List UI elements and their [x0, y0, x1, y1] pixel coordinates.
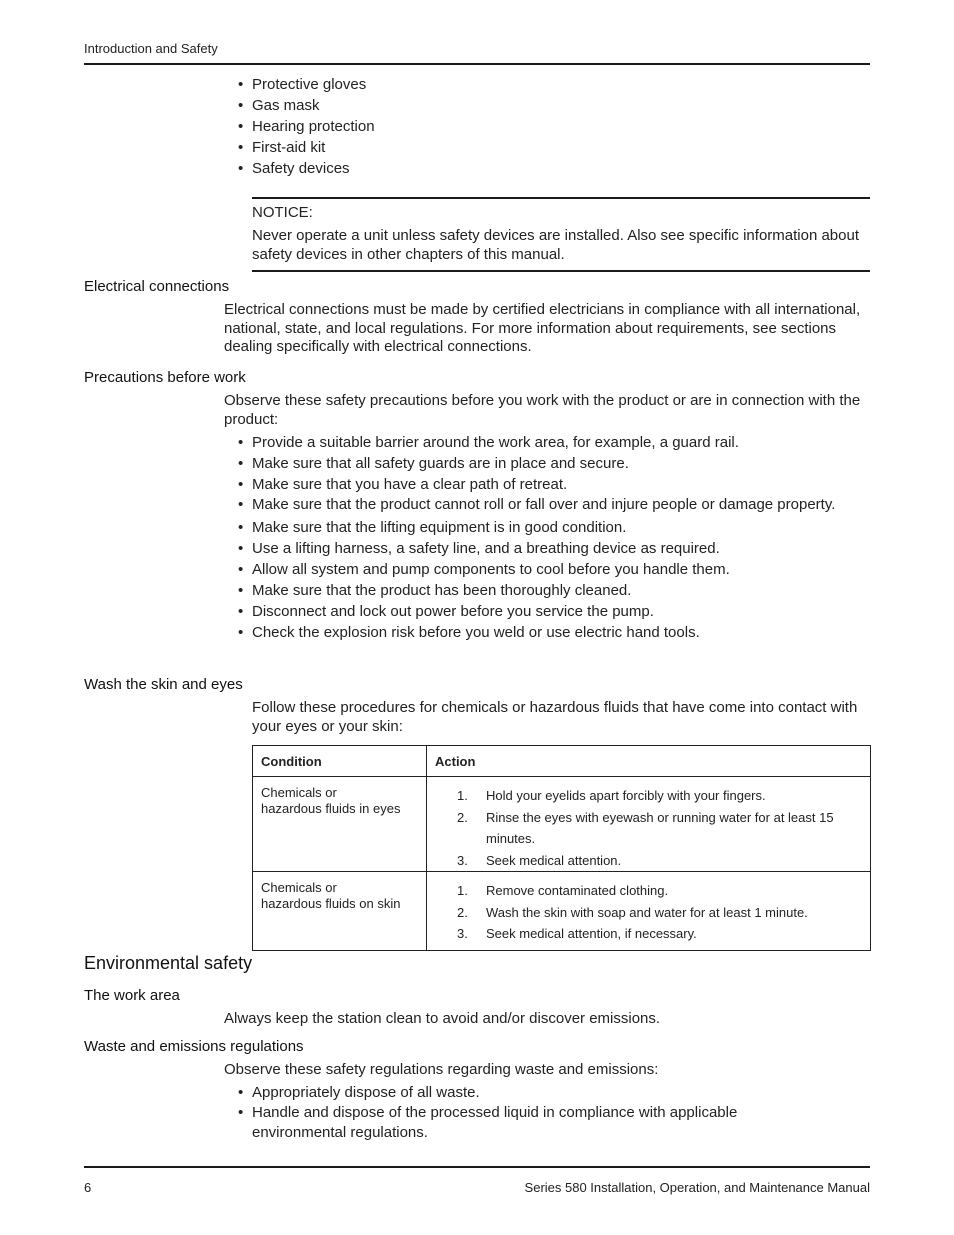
electrical-heading: Electrical connections: [84, 278, 230, 295]
precautions-intro: Observe these safety precautions before you work with the product or are in connection with the product:: [224, 392, 861, 428]
header-rule: [84, 63, 870, 65]
waste-heading: Waste and emissions regulations: [84, 1038, 304, 1055]
notice-box: [252, 197, 870, 272]
step-text: Seek medical attention, if necessary.: [486, 926, 697, 941]
list-item: • Make sure that the lifting equipment is in good condition.: [238, 517, 838, 538]
list-item: • Disconnect and lock out power before you service the pump.: [238, 601, 838, 622]
precautions-list: [238, 432, 838, 643]
list-item: • Handle and dispose of the processed liquid in compliance with applicable environmental regulations.: [238, 1103, 798, 1142]
list-item: • Gas mask: [238, 95, 375, 116]
action-cell: [427, 777, 871, 872]
notice-text: Never operate a unit unless safety devices are installed. Also see specific information about safety devices in other chapters of this manual.: [252, 227, 860, 263]
column-header-action: Action: [427, 746, 871, 777]
step-item: 3. Seek medical attention.: [457, 852, 622, 868]
footer-rule: [84, 1166, 870, 1168]
list-item: • Make sure that all safety guards are in place and secure.: [238, 453, 838, 474]
step-item: 2. Rinse the eyes with eyewash or running water for at least 15 minutes.: [457, 809, 834, 846]
table-row: [253, 777, 871, 872]
waste-intro: Observe these safety regulations regarding waste and emissions:: [224, 1061, 659, 1078]
step-item: 2. Wash the skin with soap and water for at least 1 minute.: [457, 904, 808, 920]
action-steps: [435, 880, 862, 945]
step-item: 1. Remove contaminated clothing.: [457, 883, 669, 898]
step-text: Seek medical attention.: [486, 852, 622, 868]
step-text: Rinse the eyes with eyewash or running water for at least 15 minutes.: [486, 809, 834, 846]
waste-list: [238, 1082, 798, 1142]
column-header-condition: Condition: [253, 746, 427, 777]
table-header-row: [253, 746, 871, 777]
condition-text: Chemicals or hazardous fluids in eyes: [261, 785, 401, 816]
step-item: 3. Seek medical attention, if necessary.: [457, 926, 697, 941]
list-item: • Make sure that the product cannot roll or fall over and injure people or damage property.: [238, 495, 838, 517]
action-steps: [435, 785, 862, 871]
wash-intro: Follow these procedures for chemicals or hazardous fluids that have come into contact with your eyes or your skin:: [252, 699, 858, 735]
precautions-heading: Precautions before work: [84, 369, 246, 386]
first-aid-table: [252, 745, 871, 951]
list-item: • Hearing protection: [238, 116, 375, 137]
list-item: • Make sure that you have a clear path of retreat.: [238, 474, 838, 495]
step-text: Remove contaminated clothing.: [486, 883, 669, 898]
list-item: • First-aid kit: [238, 137, 375, 158]
list-item: • Make sure that the product has been thoroughly cleaned.: [238, 580, 838, 601]
running-header: Introduction and Safety: [84, 41, 218, 56]
ppe-list: [238, 74, 375, 179]
condition-cell: [253, 872, 427, 951]
manual-title: Series 580 Installation, Operation, and Maintenance Manual: [524, 1180, 870, 1195]
step-item: 1. Hold your eyelids apart forcibly with your fingers.: [457, 788, 766, 803]
list-item: • Protective gloves: [238, 74, 375, 95]
wash-heading: Wash the skin and eyes: [84, 676, 243, 693]
list-item: • Allow all system and pump components to cool before you handle them.: [238, 559, 838, 580]
list-item: • Safety devices: [238, 158, 375, 179]
list-item: • Appropriately dispose of all waste.: [238, 1082, 798, 1103]
list-item: • Check the explosion risk before you weld or use electric hand tools.: [238, 622, 838, 643]
notice-label: NOTICE:: [252, 204, 313, 221]
action-cell: [427, 872, 871, 951]
step-text: Hold your eyelids apart forcibly with your fingers.: [486, 788, 766, 803]
environmental-heading: Environmental safety: [84, 953, 253, 973]
table-row: [253, 872, 871, 951]
work-area-text: Always keep the station clean to avoid and/or discover emissions.: [224, 1010, 661, 1027]
page-number: 6: [84, 1180, 92, 1195]
list-item: • Provide a suitable barrier around the work area, for example, a guard rail.: [238, 432, 838, 453]
condition-text: Chemicals or hazardous fluids on skin: [261, 880, 401, 911]
work-area-heading: The work area: [84, 987, 180, 1004]
condition-cell: [253, 777, 427, 872]
step-text: Wash the skin with soap and water for at least 1 minute.: [486, 904, 808, 920]
list-item: • Use a lifting harness, a safety line, and a breathing device as required.: [238, 538, 838, 559]
electrical-text: Electrical connections must be made by certified electricians in compliance with all international, national, state, and local regulations. For more information about requirements, see sections dealing specifically with electrical connections.: [224, 301, 861, 355]
